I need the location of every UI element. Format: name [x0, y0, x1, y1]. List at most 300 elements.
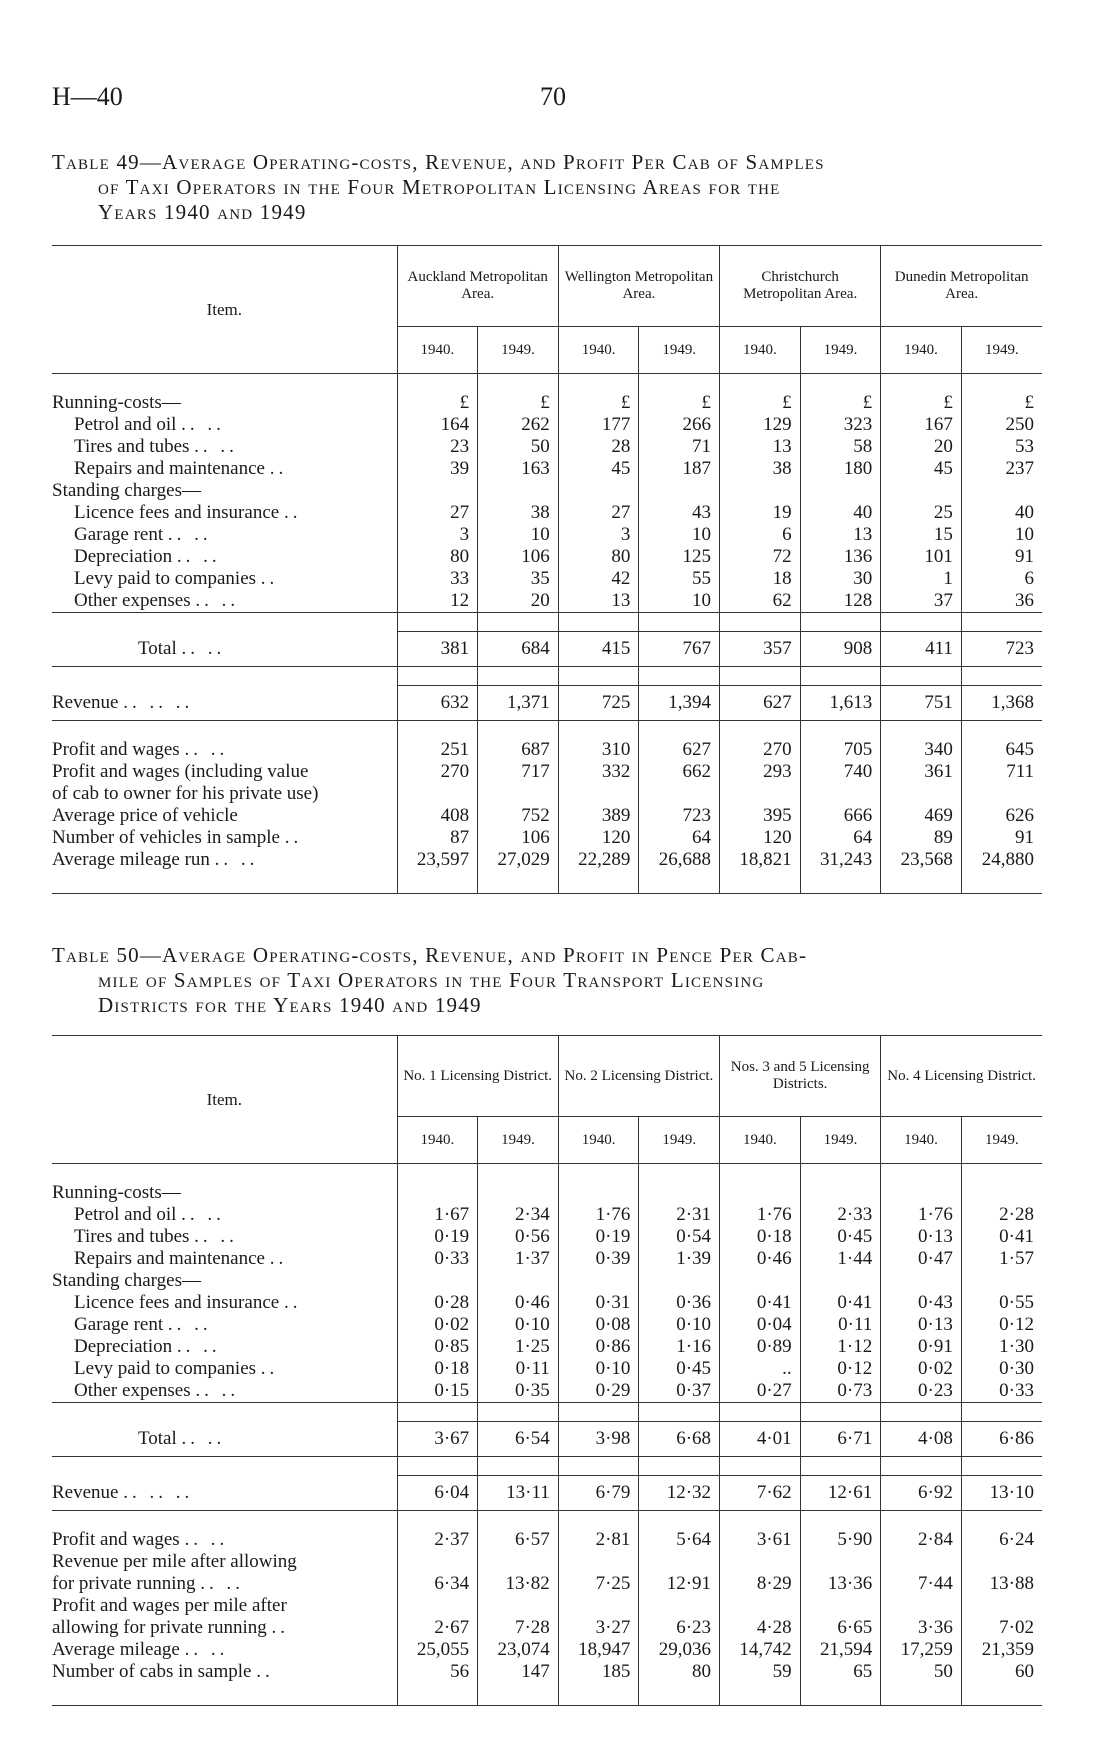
- spacer-cell: [639, 1511, 720, 1530]
- table-cell: 723: [639, 805, 720, 827]
- table-cell: [397, 1270, 478, 1292]
- table-cell: 0·89: [720, 1336, 801, 1358]
- table-cell: 3·61: [720, 1529, 801, 1551]
- table-cell: 645: [961, 739, 1042, 761]
- row-label: [52, 1336, 397, 1358]
- table-cell: 4·08: [881, 1422, 962, 1457]
- table-cell: 415: [558, 632, 639, 667]
- table-cell: 0·19: [558, 1226, 639, 1248]
- table-cell: [639, 1595, 720, 1617]
- leader-dots: ..: [260, 568, 279, 589]
- table-cell: 2·34: [478, 1204, 559, 1226]
- table-cell: 163: [478, 458, 559, 480]
- table-cell: 395: [720, 805, 801, 827]
- table-cell: 58: [800, 436, 881, 458]
- table-cell: 2·28: [961, 1204, 1042, 1226]
- row-label-text: Profit and wages (including value: [52, 761, 309, 782]
- spacer-row: [52, 1457, 1042, 1476]
- spacer-row: [52, 1683, 1042, 1706]
- row-label: [52, 1529, 397, 1551]
- row-label-text: Total: [138, 637, 177, 659]
- table-cell: 177: [558, 414, 639, 436]
- leader-dots: .. ..: [195, 590, 240, 611]
- leader-dots: .. ..: [181, 1427, 226, 1449]
- spacer-cell: [397, 1164, 478, 1183]
- table-cell: 13: [558, 590, 639, 613]
- table-cell: [800, 1595, 881, 1617]
- table-cell: 23: [397, 436, 478, 458]
- row-label: [52, 1226, 397, 1248]
- table-cell: 1·39: [639, 1248, 720, 1270]
- table-cell: [558, 480, 639, 502]
- table-cell: [800, 1182, 881, 1204]
- row-label-text: Other expenses: [74, 1380, 191, 1401]
- year-column-header: 1949.: [961, 327, 1042, 374]
- year-column-header: 1949.: [800, 327, 881, 374]
- year-column-header: 1949.: [800, 1117, 881, 1164]
- spacer-row: [52, 667, 1042, 686]
- table-cell: 39: [397, 458, 478, 480]
- spacer-cell: [881, 1403, 962, 1422]
- table-cell: 120: [720, 827, 801, 849]
- currency-symbol: £: [558, 392, 639, 414]
- table-cell: 0·46: [720, 1248, 801, 1270]
- table-cell: 36: [961, 590, 1042, 613]
- table-cell: 6·79: [558, 1476, 639, 1511]
- table49-title: [52, 150, 1042, 225]
- row-label: [52, 458, 397, 480]
- row-label-text: Average mileage run: [52, 849, 210, 870]
- table-cell: 3: [397, 524, 478, 546]
- table-row: [52, 827, 1042, 849]
- row-label: [52, 849, 397, 871]
- table-cell: [478, 783, 559, 805]
- table-cell: 666: [800, 805, 881, 827]
- year-column-header: 1949.: [639, 327, 720, 374]
- table-cell: 7·25: [558, 1573, 639, 1595]
- table-cell: 64: [800, 827, 881, 849]
- table-cell: [478, 480, 559, 502]
- spacer-cell: [800, 1457, 881, 1476]
- table-cell: [961, 783, 1042, 805]
- table-cell: 2·81: [558, 1529, 639, 1551]
- year-column-header: 1940.: [558, 1117, 639, 1164]
- row-label: [52, 1661, 397, 1683]
- table-cell: 1·76: [720, 1204, 801, 1226]
- table-row: [52, 1358, 1042, 1380]
- table-cell: 25,055: [397, 1639, 478, 1661]
- table-cell: [397, 1551, 478, 1573]
- spacer-cell: [720, 721, 801, 740]
- spacer-cell: [800, 1403, 881, 1422]
- table-cell: 323: [800, 414, 881, 436]
- table-cell: 0·39: [558, 1248, 639, 1270]
- table-cell: [478, 1182, 559, 1204]
- spacer-row: [52, 1164, 1042, 1183]
- table-cell: 0·56: [478, 1226, 559, 1248]
- table-cell: 19: [720, 502, 801, 524]
- table49-title-line2: of Taxi Operators in the Four Metropolitan Licensing Areas for the: [98, 175, 781, 199]
- table-row: [52, 1182, 1042, 1204]
- header-row: [52, 1036, 1042, 1117]
- table-cell: 56: [397, 1661, 478, 1683]
- table-cell: 411: [881, 632, 962, 667]
- row-label: [52, 805, 397, 827]
- table-cell: 0·10: [478, 1314, 559, 1336]
- table50-title-line3: Districts for the Years 1940 and 1949: [98, 993, 482, 1017]
- leader-dots: .. ..: [194, 436, 238, 457]
- table-row: [52, 414, 1042, 436]
- row-label: [52, 632, 397, 667]
- row-label: [52, 783, 397, 805]
- leader-dots: .. ..: [176, 546, 221, 567]
- table-cell: 0·23: [881, 1380, 962, 1403]
- table-cell: 6: [961, 568, 1042, 590]
- row-label: [52, 1573, 397, 1595]
- table-cell: [397, 480, 478, 502]
- table-cell: 0·45: [639, 1358, 720, 1380]
- table-cell: 711: [961, 761, 1042, 783]
- row-label-text: for private running: [52, 1573, 196, 1594]
- table-cell: [881, 783, 962, 805]
- table-cell: 45: [881, 458, 962, 480]
- table-cell: 17,259: [881, 1639, 962, 1661]
- spacer-cell: [52, 871, 397, 894]
- spacer-cell: [558, 1683, 639, 1706]
- spacer-cell: [397, 1683, 478, 1706]
- leader-dots: ..: [283, 502, 302, 523]
- table-cell: 33: [397, 568, 478, 590]
- table-row: [52, 632, 1042, 667]
- table-cell: 13: [720, 436, 801, 458]
- table-cell: 1·12: [800, 1336, 881, 1358]
- spacer-cell: [52, 1164, 397, 1183]
- row-label-text: Revenue: [52, 1481, 119, 1503]
- spacer-cell: [881, 1683, 962, 1706]
- table-cell: 12: [397, 590, 478, 613]
- table-cell: 80: [397, 546, 478, 568]
- leader-dots: .. ..: [200, 1573, 245, 1594]
- table-cell: [639, 1182, 720, 1204]
- table-cell: 24,880: [961, 849, 1042, 871]
- table-cell: 0·11: [478, 1358, 559, 1380]
- table-row: [52, 739, 1042, 761]
- table-cell: 6·86: [961, 1422, 1042, 1457]
- table-cell: 0·36: [639, 1292, 720, 1314]
- table-cell: 0·28: [397, 1292, 478, 1314]
- table-cell: 2·84: [881, 1529, 962, 1551]
- spacer-cell: [478, 1457, 559, 1476]
- spacer-cell: [397, 871, 478, 894]
- table-cell: 381: [397, 632, 478, 667]
- table-cell: [478, 1551, 559, 1573]
- spacer-cell: [639, 374, 720, 393]
- table-cell: 0·18: [720, 1226, 801, 1248]
- table-cell: 626: [961, 805, 1042, 827]
- table-cell: [961, 1270, 1042, 1292]
- table-cell: 389: [558, 805, 639, 827]
- row-label: [52, 1476, 397, 1511]
- row-label-text: Total: [138, 1427, 177, 1449]
- spacer-cell: [478, 1403, 559, 1422]
- spacer-cell: [800, 721, 881, 740]
- spacer-cell: [397, 721, 478, 740]
- table-row: [52, 1422, 1042, 1457]
- table-cell: 627: [639, 739, 720, 761]
- row-label: [52, 827, 397, 849]
- table-cell: [639, 1551, 720, 1573]
- table-row: [52, 590, 1042, 613]
- spacer-cell: [397, 667, 478, 686]
- table-cell: 4·01: [720, 1422, 801, 1457]
- table-cell: 30: [800, 568, 881, 590]
- page-number: 70: [540, 82, 566, 111]
- table-cell: 185: [558, 1661, 639, 1683]
- table-cell: 6·65: [800, 1617, 881, 1639]
- table-cell: 10: [639, 590, 720, 613]
- spacer-cell: [800, 1164, 881, 1183]
- table-cell: 71: [639, 436, 720, 458]
- spacer-cell: [961, 1457, 1042, 1476]
- table-cell: 751: [881, 686, 962, 721]
- table-row: [52, 502, 1042, 524]
- item-column-header: Item.: [206, 299, 242, 319]
- row-label: [52, 502, 397, 524]
- spacer-row: [52, 1511, 1042, 1530]
- leader-dots: .. ..: [184, 1639, 229, 1660]
- row-label-text: Revenue per mile after allowing: [52, 1551, 297, 1572]
- spacer-cell: [961, 1683, 1042, 1706]
- year-column-header: 1940.: [720, 1117, 801, 1164]
- table-cell: 8·29: [720, 1573, 801, 1595]
- spacer-cell: [639, 1403, 720, 1422]
- spacer-cell: [720, 1403, 801, 1422]
- currency-row: [52, 392, 1042, 414]
- table-cell: [558, 1182, 639, 1204]
- table-row: [52, 1292, 1042, 1314]
- row-label: [52, 1248, 397, 1270]
- table49-title-line1: Table 49—Average Operating-costs, Revenue, and Profit Per Cab of Samples: [52, 150, 825, 174]
- spacer-row: [52, 613, 1042, 632]
- table-cell: 1·37: [478, 1248, 559, 1270]
- table-cell: 5·64: [639, 1529, 720, 1551]
- spacer-cell: [52, 1457, 397, 1476]
- table-cell: 27,029: [478, 849, 559, 871]
- table-cell: [558, 1551, 639, 1573]
- table-cell: 469: [881, 805, 962, 827]
- leader-dots: .. ..: [167, 1314, 212, 1335]
- table-cell: 20: [881, 436, 962, 458]
- row-label-text: Licence fees and insurance: [74, 1292, 280, 1313]
- table-cell: [720, 1182, 801, 1204]
- table-row: [52, 686, 1042, 721]
- table-cell: 6·34: [397, 1573, 478, 1595]
- spacer-cell: [881, 374, 962, 393]
- table-row: [52, 524, 1042, 546]
- table-cell: 705: [800, 739, 881, 761]
- table-cell: 1,368: [961, 686, 1042, 721]
- table-cell: 3·27: [558, 1617, 639, 1639]
- table-cell: 0·30: [961, 1358, 1042, 1380]
- area-column-header: No. 1 Licensing District.: [397, 1036, 558, 1117]
- row-label: [52, 686, 397, 721]
- table-cell: 1·76: [881, 1204, 962, 1226]
- table-row: [52, 1639, 1042, 1661]
- table-cell: [720, 1551, 801, 1573]
- table-cell: 0·18: [397, 1358, 478, 1380]
- table-cell: [639, 480, 720, 502]
- row-label: [52, 590, 397, 613]
- table-row: [52, 1336, 1042, 1358]
- table-cell: 13·82: [478, 1573, 559, 1595]
- row-label: [52, 739, 397, 761]
- area-column-header: No. 4 Licensing District.: [881, 1036, 1042, 1117]
- spacer-cell: [881, 871, 962, 894]
- leader-dots: ..: [256, 1661, 274, 1682]
- spacer-cell: [52, 721, 397, 740]
- currency-symbol: £: [881, 392, 962, 414]
- row-label: [52, 1358, 397, 1380]
- row-label-text: Standing charges—: [52, 1270, 201, 1291]
- table-cell: 23,597: [397, 849, 478, 871]
- table-cell: 7·28: [478, 1617, 559, 1639]
- table50: [52, 1035, 1042, 1706]
- table-cell: 12·32: [639, 1476, 720, 1511]
- table-cell: 0·41: [961, 1226, 1042, 1248]
- table-cell: 0·86: [558, 1336, 639, 1358]
- table-cell: 37: [881, 590, 962, 613]
- spacer-cell: [478, 871, 559, 894]
- year-column-header: 1940.: [720, 327, 801, 374]
- area-column-header: Christchurch Metropolitan Area.: [720, 246, 881, 327]
- table-cell: [558, 1595, 639, 1617]
- spacer-cell: [961, 1164, 1042, 1183]
- table-cell: [800, 1551, 881, 1573]
- row-label-text: Levy paid to companies: [74, 568, 257, 589]
- table-cell: [720, 783, 801, 805]
- spacer-cell: [881, 721, 962, 740]
- table-cell: 20: [478, 590, 559, 613]
- table-cell: 0·13: [881, 1226, 962, 1248]
- table-cell: 10: [478, 524, 559, 546]
- currency-symbol: £: [720, 392, 801, 414]
- table-cell: 27: [397, 502, 478, 524]
- currency-symbol: £: [639, 392, 720, 414]
- row-label-text: Revenue: [52, 691, 119, 713]
- table-cell: 29,036: [639, 1639, 720, 1661]
- table-cell: 0·43: [881, 1292, 962, 1314]
- table-row: [52, 568, 1042, 590]
- spacer-cell: [558, 1164, 639, 1183]
- table-cell: [961, 1551, 1042, 1573]
- leader-dots: ..: [260, 1358, 279, 1379]
- table-cell: 60: [961, 1661, 1042, 1683]
- spacer-cell: [961, 721, 1042, 740]
- table-cell: 18,821: [720, 849, 801, 871]
- row-label-text: Levy paid to companies: [74, 1358, 257, 1379]
- table-cell: 0·02: [397, 1314, 478, 1336]
- spacer-cell: [961, 667, 1042, 686]
- table-cell: 262: [478, 414, 559, 436]
- table-cell: 80: [558, 546, 639, 568]
- spacer-cell: [558, 721, 639, 740]
- table-cell: 40: [800, 502, 881, 524]
- table-row: [52, 1248, 1042, 1270]
- table-row: [52, 546, 1042, 568]
- spacer-row: [52, 374, 1042, 393]
- row-label-text: Garage rent: [74, 524, 164, 545]
- spacer-cell: [639, 1683, 720, 1706]
- spacer-cell: [639, 1164, 720, 1183]
- table-cell: 310: [558, 739, 639, 761]
- year-column-header: 1940.: [881, 327, 962, 374]
- table-cell: 136: [800, 546, 881, 568]
- table-cell: 2·37: [397, 1529, 478, 1551]
- table-cell: 101: [881, 546, 962, 568]
- table-cell: [881, 480, 962, 502]
- row-label-text: Number of vehicles in sample: [52, 827, 280, 848]
- table-row: [52, 1204, 1042, 1226]
- spacer-cell: [961, 871, 1042, 894]
- spacer-cell: [52, 1683, 397, 1706]
- table-cell: [800, 1270, 881, 1292]
- table-cell: 237: [961, 458, 1042, 480]
- table-cell: 0·45: [800, 1226, 881, 1248]
- spacer-cell: [52, 374, 397, 393]
- row-label-text: Number of cabs in sample: [52, 1661, 252, 1682]
- table-cell: 42: [558, 568, 639, 590]
- table-cell: 0·33: [961, 1380, 1042, 1403]
- leader-dots: ..: [271, 1617, 290, 1638]
- table-cell: 0·85: [397, 1336, 478, 1358]
- area-column-header: Dunedin Metropolitan Area.: [881, 246, 1042, 327]
- table-cell: 13·88: [961, 1573, 1042, 1595]
- table-cell: 6·68: [639, 1422, 720, 1457]
- table-cell: 23,568: [881, 849, 962, 871]
- spacer-cell: [881, 1457, 962, 1476]
- table-cell: 50: [478, 436, 559, 458]
- row-label-text: Depreciation: [74, 1336, 173, 1357]
- table-cell: 0·10: [639, 1314, 720, 1336]
- table-cell: [720, 480, 801, 502]
- spacer-cell: [639, 721, 720, 740]
- row-label: [52, 1292, 397, 1314]
- table-cell: 180: [800, 458, 881, 480]
- row-label-text: Tires and tubes: [74, 1226, 190, 1247]
- table-cell: 18,947: [558, 1639, 639, 1661]
- table-cell: 0·04: [720, 1314, 801, 1336]
- leader-dots: .. ..: [181, 414, 225, 435]
- spacer-cell: [961, 374, 1042, 393]
- table-cell: 717: [478, 761, 559, 783]
- spacer-cell: [52, 613, 397, 632]
- table-cell: 332: [558, 761, 639, 783]
- table-cell: 26,688: [639, 849, 720, 871]
- row-label-text: Repairs and maintenance: [74, 1248, 265, 1269]
- table-row: [52, 1595, 1042, 1617]
- spacer-cell: [720, 871, 801, 894]
- table-cell: 0·35: [478, 1380, 559, 1403]
- spacer-cell: [720, 667, 801, 686]
- table-cell: 7·44: [881, 1573, 962, 1595]
- spacer-cell: [720, 1457, 801, 1476]
- leader-dots: .. ..: [184, 739, 229, 760]
- table-cell: [961, 1595, 1042, 1617]
- row-label-text: allowing for private running: [52, 1617, 267, 1638]
- table-cell: 1·25: [478, 1336, 559, 1358]
- leader-dots: .. ..: [195, 1380, 240, 1401]
- table-cell: 13·36: [800, 1573, 881, 1595]
